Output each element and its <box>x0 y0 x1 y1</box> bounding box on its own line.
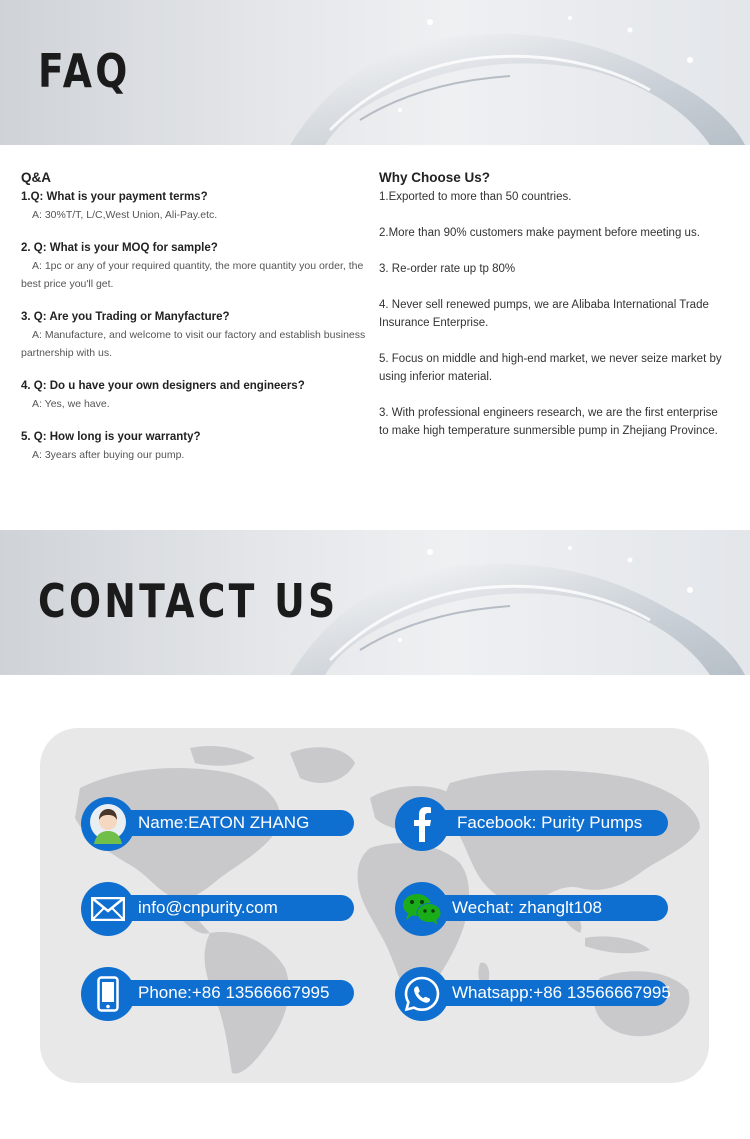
wechat-icon <box>395 882 449 936</box>
qa-answer: A: 3years after buying our pump. <box>32 449 185 461</box>
water-splash-image <box>270 0 750 145</box>
why-item: 1.Exported to more than 50 countries. <box>379 191 572 203</box>
why-item: 2.More than 90% customers make payment before meeting us. <box>379 227 700 239</box>
qa-question: 1.Q: What is your payment terms? <box>21 191 208 203</box>
phone-icon <box>81 967 135 1021</box>
contact-name-pill: Name:EATON ZHANG <box>109 810 354 836</box>
qa-item <box>21 308 366 362</box>
faq-title: FAQ <box>38 44 131 98</box>
why-item: 5. Focus on middle and high-end market, we never seize market by using inferior material. <box>379 353 722 383</box>
contact-title: CONTACT US <box>38 574 339 628</box>
why-item: 3. With professional engineers research, we are the first enterprise to make high temperature sunmersible pump in Zhejiang Province. <box>379 407 718 437</box>
qa-heading: Q&A <box>21 170 51 185</box>
qa-item <box>21 377 366 413</box>
water-splash-image <box>270 530 750 675</box>
why-section <box>379 170 729 458</box>
why-heading: Why Choose Us? <box>379 170 491 185</box>
why-item: 3. Re-order rate up tp 80% <box>379 263 516 275</box>
qa-question: 3. Q: Are you Trading or Manyfacture? <box>21 311 230 323</box>
qa-item <box>21 188 366 224</box>
qa-item <box>21 428 366 464</box>
qa-section <box>21 170 366 479</box>
qa-question: 4. Q: Do u have your own designers and engineers? <box>21 380 305 392</box>
envelope-icon <box>81 882 135 936</box>
contact-phone-pill[interactable]: Phone:+86 13566667995 <box>109 980 354 1006</box>
person-avatar-icon <box>81 797 135 851</box>
qa-answer: A: Yes, we have. <box>32 398 110 410</box>
qa-answer: A: Manufacture, and welcome to visit our factory and establish business partnership with us. <box>21 329 366 359</box>
qa-answer: A: 30%T/T, L/C,West Union, Ali-Pay.etc. <box>32 209 218 221</box>
contact-email-pill[interactable]: info@cnpurity.com <box>109 895 354 921</box>
contact-wechat-pill[interactable]: Wechat: zhanglt108 <box>423 895 668 921</box>
contact-facebook-pill[interactable]: Facebook: Purity Pumps <box>423 810 668 836</box>
qa-question: 2. Q: What is your MOQ for sample? <box>21 242 218 254</box>
why-item: 4. Never sell renewed pumps, we are Alibaba International Trade Insurance Enterprise. <box>379 299 709 329</box>
qa-answer: A: 1pc or any of your required quantity, the more quantity you order, the best price you'll get. <box>21 260 364 290</box>
qa-item <box>21 239 366 293</box>
contact-whatsapp-pill[interactable]: Whatsapp:+86 13566667995 <box>423 980 668 1006</box>
whatsapp-icon <box>395 967 449 1021</box>
qa-question: 5. Q: How long is your warranty? <box>21 431 201 443</box>
facebook-icon <box>395 797 449 851</box>
